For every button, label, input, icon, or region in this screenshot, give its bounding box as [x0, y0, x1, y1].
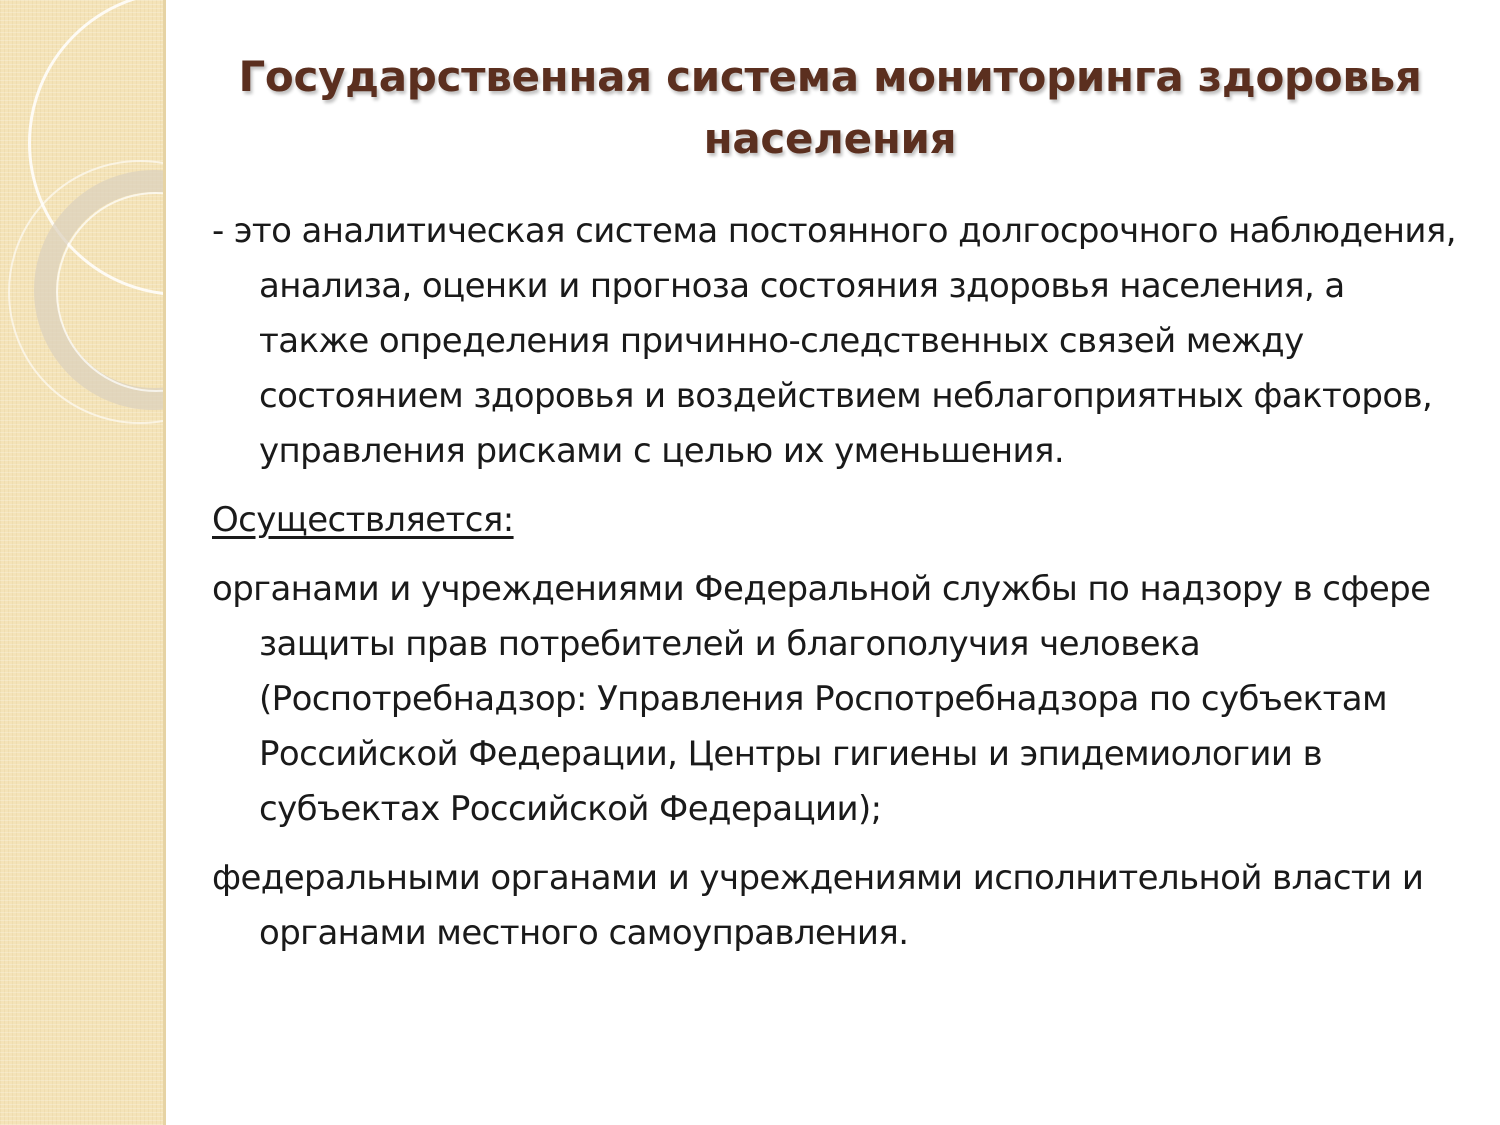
- slide-title: Государственная система мониторинга здоровья населения: [238, 52, 1422, 163]
- decorative-side-band: [0, 0, 163, 1125]
- implementer-paragraph: органами и учреждениями Федеральной службы по надзору в сфере защиты прав потребителей и благополучия человека (Роспотребнадзор: Управления Роспотребнадзора по субъектам Российской Федерации, Центры гигиены и эпидемиологии в субъектах Российской Федерации);: [212, 569, 1431, 829]
- implementer-paragraph: федеральными органами и учреждениями исполнительной власти и органами местного самоуправления.: [212, 858, 1424, 953]
- side-band-edge: [163, 0, 166, 1125]
- implemented-label: Осуществляется:: [212, 500, 514, 540]
- implemented-label-paragraph: [212, 493, 1462, 548]
- definition-paragraph: - это аналитическая система постоянного долгосрочного наблюдения, анализа, оценки и прогноза состояния здоровья населения, а также определения причинно-следственных связей между состоянием здоровья и воздействием неблагоприятных факторов, управления рисками с целью их уменьшения.: [212, 211, 1456, 471]
- slide-body: [212, 204, 1462, 975]
